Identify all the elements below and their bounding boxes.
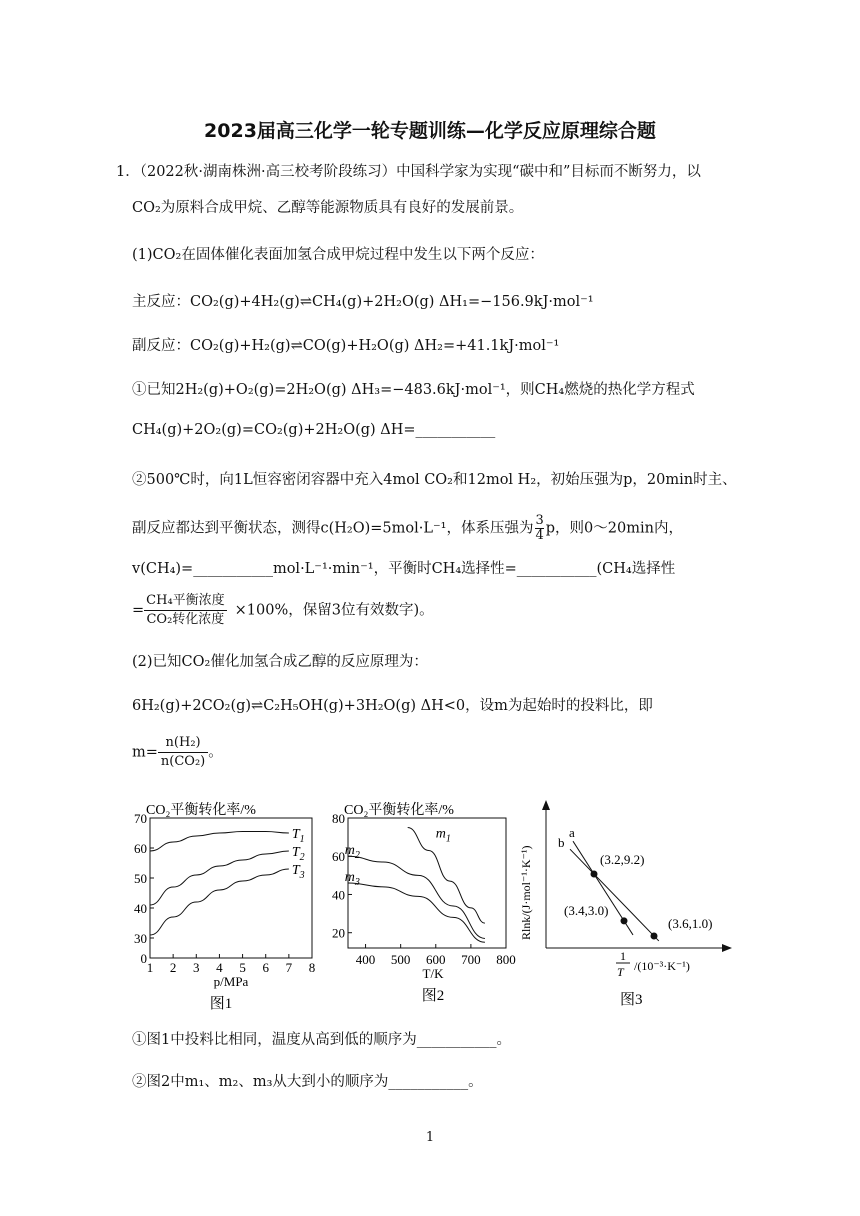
data-point [621, 917, 628, 924]
figure-2-chart [324, 788, 524, 1020]
data-point [591, 871, 598, 878]
y-tick-label: 60 [134, 841, 147, 856]
x-tick-label: 4 [216, 960, 223, 975]
chart-title: CO₂平衡转化率/% [146, 803, 256, 818]
data-point [651, 933, 658, 940]
series-line-T3 [150, 869, 289, 935]
series-label-m1: $m_1$ [435, 826, 451, 845]
rate-question: v(CH₄)=___________mol·L⁻¹·min⁻¹，平衡时CH₄选择性=___________(CH₄选择性 [132, 561, 676, 577]
page-title: 2023届高三化学一轮专题训练—化学反应原理综合题 [204, 120, 656, 142]
y-axis-label: Rlnk/(J·mol⁻¹·K⁻¹) [519, 845, 533, 940]
fraction-denominator: 4 [535, 528, 544, 543]
series-label-a: a [569, 825, 575, 841]
ratio-definition: m= $\frac{\text{n(H₂)}}{\text{n(CO₂)}}$ 。 [132, 735, 223, 769]
x-tick-label: 6 [262, 960, 269, 975]
subquestion-1: (1)CO₂在固体催化表面加氢合成甲烷过程中发生以下两个反应： [132, 247, 544, 263]
plot-frame [348, 818, 506, 948]
question-fig2: ②图2中m₁、m₂、m₃从大到小的顺序为___________。 [132, 1074, 483, 1090]
y-tick-label: 30 [134, 931, 147, 946]
combustion-equation: CH₄(g)+2O₂(g)=CO₂(g)+2H₂O(g) ΔH=___________ [132, 422, 496, 438]
figure-3-chart [510, 794, 740, 1020]
x-axis-label [616, 949, 690, 979]
y-tick-label: 80 [332, 811, 345, 826]
figure-1-chart [126, 788, 326, 1020]
y-tick-label: 60 [332, 849, 345, 865]
data-point-label: (3.4,3.0) [564, 902, 609, 918]
side-reaction: 副反应：CO₂(g)+H₂(g)⇌CO(g)+H₂O(g) ΔH₂=+41.1kJ·mol⁻¹ [132, 338, 560, 354]
ethanol-equation: 6H₂(g)+2CO₂(g)⇌C₂H₅OH(g)+3H₂O(g) ΔH<0，设m为起始时的投料比，即 [132, 698, 653, 714]
question-fig1: ①图1中投料比相同，温度从高到低的顺序为___________。 [132, 1032, 511, 1048]
series-label-T1: $T_1$ [291, 827, 305, 845]
series-label-b: b [558, 835, 565, 851]
svg-text:/(10⁻³·K⁻¹): /(10⁻³·K⁻¹) [634, 959, 690, 973]
main-reaction: 主反应：CO₂(g)+4H₂(g)⇌CH₄(g)+2H₂O(g) ΔH₁=−156.9kJ·mol⁻¹ [132, 294, 594, 310]
condition-text: ②500℃时，向1L恒容密闭容器中充入4mol CO₂和12mol H₂，初始压强为p，20min时主、 [132, 472, 737, 488]
y-tick-label: 20 [332, 925, 345, 941]
x-tick-label: 700 [461, 952, 481, 967]
series-label-T2: $T_2$ [291, 845, 305, 863]
fraction-numerator: 3 [535, 513, 544, 528]
x-tick-label: 2 [169, 960, 177, 975]
x-tick-label: 5 [239, 960, 246, 975]
plot-frame [150, 818, 312, 958]
series-line-m2 [348, 856, 485, 938]
y-axis-arrow [542, 800, 550, 810]
y-tick-label: 0 [140, 951, 147, 966]
series-label-T3: $T_3$ [291, 863, 305, 881]
series-label-m3: $m_3$ [344, 869, 360, 888]
x-tick-label: 500 [390, 952, 411, 967]
y-tick-label: 70 [134, 811, 147, 826]
svg-text:1: 1 [620, 949, 626, 963]
series-line-T2 [150, 851, 289, 905]
x-tick-label: 1 [146, 960, 154, 975]
series-label-m2: $m_2$ [344, 843, 360, 862]
data-point-label: (3.2,9.2) [600, 852, 645, 867]
x-tick-label: 800 [496, 952, 516, 967]
y-tick-label: 50 [134, 871, 147, 886]
x-tick-label: 600 [426, 952, 446, 967]
page-number: 1 [425, 1130, 435, 1145]
x-tick-label: 400 [355, 952, 376, 967]
selectivity-formula: = CH₄平衡浓度 CO₂转化浓度 ×100%，保留3位有效数字)。 [132, 593, 434, 627]
y-tick-label: 40 [332, 887, 345, 903]
x-axis-arrow [722, 944, 732, 952]
condition-text-cont: 副反应都达到平衡状态，测得c(H₂O)=5mol·L⁻¹，体系压强为 $\frac{3}{4}$ p，则0～20min内， [132, 513, 683, 543]
figure-caption: 图2 [421, 988, 445, 1004]
figure-caption: 图1 [209, 996, 233, 1012]
x-axis-label: p/MPa [213, 974, 249, 989]
known-reaction: ①已知2H₂(g)+O₂(g)=2H₂O(g) ΔH₃=−483.6kJ·mol⁻¹，则CH₄燃烧的热化学方程式 [132, 382, 695, 398]
svg-text:T: T [617, 965, 624, 979]
series-line-T1 [150, 832, 289, 852]
question-intro-cont: CO₂为原料合成甲烷、乙醇等能源物质具有良好的发展前景。 [132, 200, 524, 216]
x-tick-label: 3 [193, 960, 200, 975]
x-tick-label: 7 [285, 960, 293, 975]
x-axis-label: T/K [422, 966, 444, 981]
chart-title: CO₂平衡转化率/% [344, 803, 454, 818]
subquestion-2: (2)已知CO₂催化加氢合成乙醇的反应原理为： [132, 654, 428, 670]
y-tick-label: 40 [134, 901, 147, 916]
x-tick-label: 8 [308, 960, 316, 975]
question-intro: 1．（2022秋·湖南株洲·高三校考阶段练习）中国科学家为实现“碳中和”目标而不断努力，以 [116, 164, 701, 180]
figure-caption: 图3 [620, 992, 643, 1008]
data-point-label: (3.6,1.0) [668, 916, 713, 931]
